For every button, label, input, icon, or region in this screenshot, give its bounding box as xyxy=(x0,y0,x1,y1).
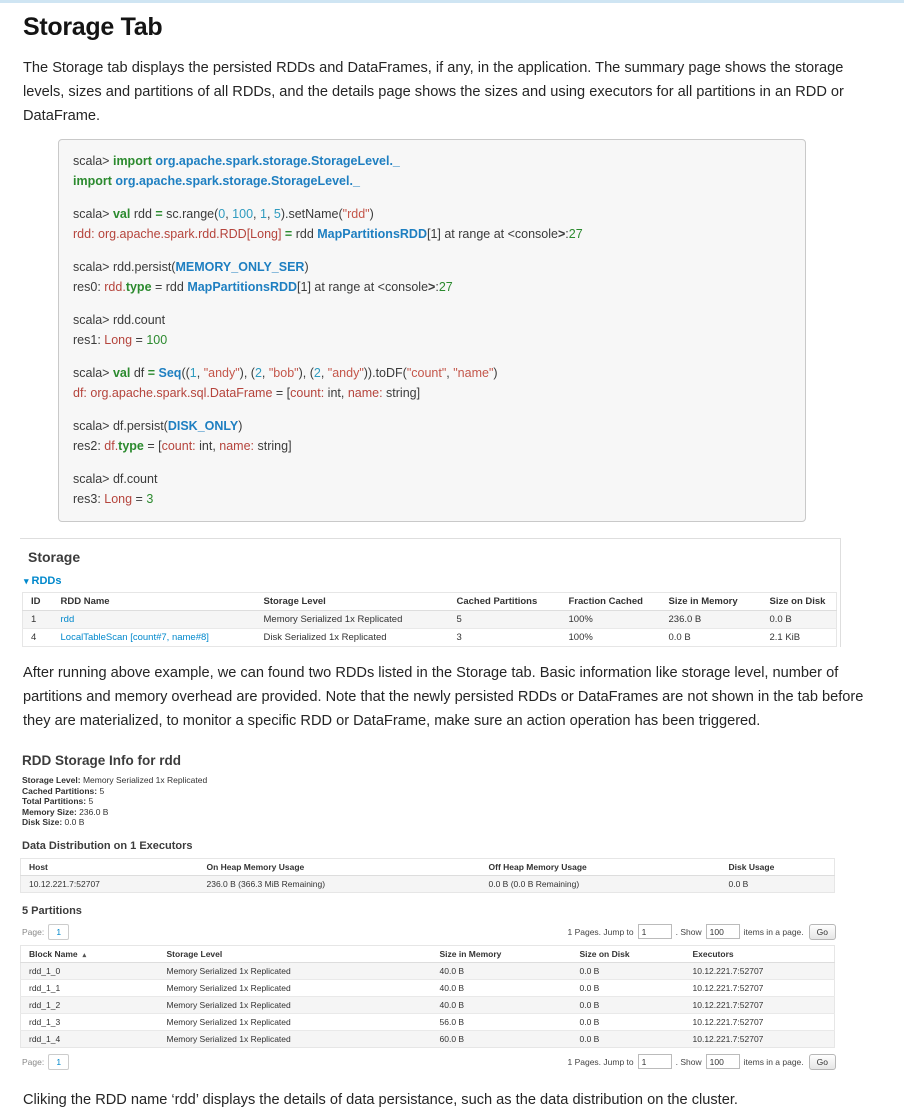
closing-paragraph: Cliking the RDD name ‘rdd’ displays the details of data persistance, such as the data distribution on the cluster. xyxy=(23,1091,738,1108)
table-cell xyxy=(53,629,256,647)
code-token: string] xyxy=(254,438,292,453)
table-cell: 100% xyxy=(561,629,661,647)
table-cell: 236.0 B xyxy=(661,611,762,629)
code-token: val xyxy=(112,207,134,221)
table-cell: Memory Serialized 1x Replicated xyxy=(159,1013,432,1030)
table-cell: 0.0 B xyxy=(572,1013,685,1030)
code-token: scala> rdd.persist( xyxy=(73,260,176,274)
column-header[interactable]: Executors xyxy=(685,945,835,962)
code-token: "andy" xyxy=(203,366,240,380)
code-token: )).toDF( xyxy=(363,366,407,380)
code-token: 27 xyxy=(568,226,583,241)
code-token: df xyxy=(133,366,148,380)
pages-count-text: 1 Pages. Jump to xyxy=(567,926,634,937)
code-token: "bob" xyxy=(268,366,299,380)
table-cell: 2.1 KiB xyxy=(762,629,837,647)
code-token: MEMORY_ONLY_SER xyxy=(175,260,305,274)
code-token: MapPartitionsRDD xyxy=(187,279,298,294)
code-token: , xyxy=(225,207,233,221)
info-field-value: 0.0 B xyxy=(64,817,85,827)
pages-count-text: 1 Pages. Jump to xyxy=(567,1056,634,1067)
code-token: "count" xyxy=(406,366,447,380)
table-cell: 0.0 B xyxy=(572,962,685,979)
code-line xyxy=(73,278,791,298)
table-row xyxy=(21,996,835,1013)
code-token: 3 xyxy=(146,491,154,506)
table-cell: 10.12.221.7:52707 xyxy=(685,979,835,996)
code-token: ), ( xyxy=(239,366,255,380)
distribution-header-row xyxy=(21,858,835,875)
code-token: = xyxy=(147,366,159,380)
table-cell: 40.0 B xyxy=(432,979,572,996)
code-line xyxy=(73,172,791,192)
go-button[interactable]: Go xyxy=(809,1054,836,1070)
code-token: res2: xyxy=(73,438,105,453)
code-token: sc.range( xyxy=(166,207,219,221)
rdd-info-fields xyxy=(20,775,838,828)
code-blank-line xyxy=(73,456,791,470)
page-indicator xyxy=(22,924,69,940)
code-token: (( xyxy=(181,366,190,380)
info-field-label: Storage Level: xyxy=(22,775,83,785)
column-header: Cached Partitions xyxy=(449,593,561,611)
table-cell: rdd_1_3 xyxy=(21,1013,159,1030)
code-token: = xyxy=(155,207,167,221)
table-cell: 10.12.221.7:52707 xyxy=(21,875,199,892)
column-header[interactable]: Storage Level xyxy=(159,945,432,962)
column-header: ID xyxy=(23,593,53,611)
top-accent-bar xyxy=(0,0,904,3)
table-cell: Memory Serialized 1x Replicated xyxy=(256,611,449,629)
code-token: res0: xyxy=(73,279,105,294)
table-cell: 4 xyxy=(23,629,53,647)
code-token: int, xyxy=(324,385,348,400)
show-text: . Show xyxy=(675,1056,702,1067)
code-token: : xyxy=(565,226,569,241)
table-cell: 5 xyxy=(449,611,561,629)
code-blank-line xyxy=(73,403,791,417)
intro-paragraph: The Storage tab displays the persisted RDDs and DataFrames, if any, in the application. The summary page shows the storage levels, sizes and partitions of all RDDs, and the details page shows the sizes and using executors for all partitions in an RDD or DataFrame. xyxy=(23,60,844,124)
code-token: count: xyxy=(161,438,196,453)
code-line xyxy=(73,152,791,172)
info-field xyxy=(22,796,838,807)
rdds-toggle-label: RDDs xyxy=(31,575,62,587)
code-token: > xyxy=(428,279,436,294)
code-token: type xyxy=(118,438,144,453)
column-header: On Heap Memory Usage xyxy=(199,858,481,875)
storage-tab-screenshot xyxy=(20,538,841,647)
code-token: = [ xyxy=(143,438,162,453)
table-cell: rdd_1_1 xyxy=(21,979,159,996)
jump-to-input[interactable] xyxy=(638,924,672,939)
pagination-controls xyxy=(567,924,836,940)
code-line xyxy=(73,364,791,384)
code-token: = [ xyxy=(272,385,291,400)
code-token: 0 xyxy=(218,207,226,221)
table-cell: 100% xyxy=(561,611,661,629)
info-field-label: Total Partitions: xyxy=(22,796,89,806)
code-token: 5 xyxy=(273,207,281,221)
table-cell: Memory Serialized 1x Replicated xyxy=(159,979,432,996)
code-line xyxy=(73,225,791,245)
code-token: , xyxy=(266,207,274,221)
items-text: items in a page. xyxy=(743,1056,804,1067)
page-label: Page: xyxy=(22,926,45,937)
table-cell: 10.12.221.7:52707 xyxy=(685,1030,835,1047)
code-blank-line xyxy=(73,297,791,311)
info-field xyxy=(22,775,838,786)
code-token: = xyxy=(132,491,147,506)
rdd-name-link[interactable]: rdd xyxy=(60,614,75,625)
table-cell: 56.0 B xyxy=(432,1013,572,1030)
table-row xyxy=(21,962,835,979)
code-line xyxy=(73,470,791,490)
table-row xyxy=(21,875,835,892)
show-count-input[interactable] xyxy=(706,924,740,939)
table-cell: Memory Serialized 1x Replicated xyxy=(159,962,432,979)
column-header: Fraction Cached xyxy=(561,593,661,611)
code-token: Seq xyxy=(158,366,182,380)
code-token: org.apache.spark.storage.StorageLevel._ xyxy=(115,173,360,188)
code-token: ) xyxy=(493,366,498,380)
code-line xyxy=(73,490,791,510)
code-token: rdd xyxy=(133,207,156,221)
code-token: int, xyxy=(195,438,220,453)
code-token: type xyxy=(125,279,152,294)
code-token: val xyxy=(112,366,134,380)
code-blank-line xyxy=(73,191,791,205)
column-header: Host xyxy=(21,858,199,875)
items-text: items in a page. xyxy=(743,926,804,937)
partitions-heading: 5 Partitions xyxy=(22,904,82,917)
table-cell: 236.0 B (366.3 MiB Remaining) xyxy=(199,875,481,892)
code-token: scala> xyxy=(73,207,113,221)
page-label: Page: xyxy=(22,1056,45,1067)
table-cell: Disk Serialized 1x Replicated xyxy=(256,629,449,647)
code-token: , xyxy=(253,207,260,221)
table-row xyxy=(23,629,837,647)
code-token: count: xyxy=(290,385,325,400)
code-blank-line xyxy=(73,244,791,258)
distribution-heading: Data Distribution on 1 Executors xyxy=(22,839,193,852)
code-token: Long xyxy=(104,491,133,506)
page-number-box[interactable]: 1 xyxy=(48,924,69,940)
code-token: Long xyxy=(104,332,133,347)
page-number-box[interactable]: 1 xyxy=(48,1054,69,1070)
column-header: RDD Name xyxy=(53,593,256,611)
code-token: DISK_ONLY xyxy=(167,419,239,433)
after-example-paragraph: After running above example, we can found two RDDs listed in the Storage tab. Basic information like storage level, number of partitions and memory overhead are provided. Note that the newly persisted RDDs or DataFrames are not shown in the tab before they are materialized, to monitor a specific RDD or DataFrame, make sure an action operation has been triggered. xyxy=(23,665,864,729)
table-cell xyxy=(53,611,256,629)
code-token: rdd. xyxy=(104,279,126,294)
code-token: df: org.apache.spark.sql.DataFrame xyxy=(73,385,273,400)
code-token: "andy" xyxy=(327,366,364,380)
code-token: res3: xyxy=(73,491,105,506)
code-token: ).setName( xyxy=(280,207,343,221)
collapse-arrow-icon: ▾ xyxy=(24,576,29,586)
table-cell: Memory Serialized 1x Replicated xyxy=(159,996,432,1013)
code-token: res1: xyxy=(73,332,105,347)
info-field-value: 5 xyxy=(99,785,105,796)
code-token: scala> df.count xyxy=(73,472,158,486)
column-header: Off Heap Memory Usage xyxy=(481,858,721,875)
code-blank-line xyxy=(73,350,791,364)
code-token: 2 xyxy=(254,366,262,380)
info-field-label: Disk Size: xyxy=(22,817,65,827)
table-cell: 10.12.221.7:52707 xyxy=(685,962,835,979)
partitions-table xyxy=(20,945,835,1048)
table-cell: 3 xyxy=(449,629,561,647)
code-line xyxy=(73,205,791,225)
go-button[interactable]: Go xyxy=(809,924,836,940)
table-cell: rdd_1_2 xyxy=(21,996,159,1013)
code-token: scala> xyxy=(73,154,113,168)
pagination-controls xyxy=(567,1054,836,1070)
code-token: [1] at range at <console xyxy=(426,226,558,241)
table-cell: 0.0 B xyxy=(721,875,835,892)
column-header: Size on Disk xyxy=(762,593,837,611)
code-token: > xyxy=(557,226,566,241)
rdd-detail-screenshot xyxy=(20,753,838,1070)
table-cell: 0.0 B xyxy=(762,611,837,629)
code-token: name: xyxy=(219,438,255,453)
info-field-value: 236.0 B xyxy=(79,806,109,817)
code-token: , xyxy=(261,366,269,380)
code-token: scala> rdd.count xyxy=(73,313,166,327)
code-token: string] xyxy=(382,385,421,400)
data-distribution-table xyxy=(20,858,835,893)
table-cell: 60.0 B xyxy=(432,1030,572,1047)
table-cell: 40.0 B xyxy=(432,962,572,979)
summary-header-row xyxy=(23,593,837,611)
table-row xyxy=(21,979,835,996)
code-token: 2 xyxy=(313,366,321,380)
code-token: ) xyxy=(304,260,309,274)
info-field-label: Memory Size: xyxy=(22,806,80,817)
code-token: : xyxy=(435,279,439,294)
table-cell: 40.0 B xyxy=(432,996,572,1013)
info-field xyxy=(22,807,838,818)
code-token: import xyxy=(73,173,116,188)
sort-asc-icon: ▴ xyxy=(80,951,87,959)
column-header[interactable]: Size in Memory xyxy=(432,945,572,962)
code-line xyxy=(73,258,791,278)
code-token: ), ( xyxy=(298,366,314,380)
code-token: ) xyxy=(238,419,243,433)
show-count-input[interactable] xyxy=(706,1054,740,1069)
code-token: MapPartitionsRDD xyxy=(317,226,427,241)
code-line xyxy=(73,331,791,351)
code-token: 1 xyxy=(189,366,197,380)
code-token: ) xyxy=(369,207,374,221)
code-token: , xyxy=(196,366,204,380)
column-header[interactable]: Size on Disk xyxy=(572,945,685,962)
code-token: , xyxy=(320,366,328,380)
table-row xyxy=(21,1030,835,1047)
code-token: rdd: org.apache.spark.rdd.RDD[Long] xyxy=(73,226,285,241)
table-cell: 10.12.221.7:52707 xyxy=(685,1013,835,1030)
column-header: Disk Usage xyxy=(721,858,835,875)
info-field-value: Memory Serialized 1x Replicated xyxy=(82,775,208,785)
code-line xyxy=(73,311,791,331)
code-token: rdd xyxy=(295,226,318,241)
info-field-value: 5 xyxy=(88,796,94,806)
code-token: = xyxy=(284,226,296,241)
pagination-row-top xyxy=(22,924,836,940)
column-header: Size in Memory xyxy=(661,593,762,611)
page-title: Storage Tab xyxy=(23,13,163,41)
pagination-row-bottom xyxy=(22,1054,836,1070)
table-cell: 1 xyxy=(23,611,53,629)
code-token: [1] at range at <console xyxy=(297,279,429,294)
code-token: scala> xyxy=(73,366,113,380)
scala-code-block xyxy=(58,139,806,522)
info-field xyxy=(22,817,838,828)
table-row xyxy=(23,611,837,629)
partitions-header-row xyxy=(21,945,835,962)
code-token: "name" xyxy=(453,366,494,380)
page-indicator xyxy=(22,1054,69,1070)
storage-heading: Storage xyxy=(28,549,81,565)
code-token: df. xyxy=(104,438,119,453)
table-cell: 0.0 B xyxy=(661,629,762,647)
column-header: Storage Level xyxy=(256,593,449,611)
table-cell: 0.0 B xyxy=(572,996,685,1013)
rdds-collapse-toggle[interactable] xyxy=(24,575,840,587)
table-cell: rdd_1_0 xyxy=(21,962,159,979)
table-cell: rdd_1_4 xyxy=(21,1030,159,1047)
code-token: 100 xyxy=(232,207,254,221)
code-token: 1 xyxy=(259,207,267,221)
table-cell: 0.0 B xyxy=(572,1030,685,1047)
code-token: , xyxy=(446,366,454,380)
rdd-info-heading: RDD Storage Info for rdd xyxy=(22,753,181,768)
code-token: = xyxy=(132,332,147,347)
rdd-summary-table xyxy=(22,592,837,647)
code-token: = rdd xyxy=(151,279,188,294)
code-token: "rdd" xyxy=(342,207,370,221)
code-token: 27 xyxy=(438,279,453,294)
code-token: import xyxy=(112,154,156,168)
table-cell: 0.0 B (0.0 B Remaining) xyxy=(481,875,721,892)
jump-to-input[interactable] xyxy=(638,1054,672,1069)
table-cell: Memory Serialized 1x Replicated xyxy=(159,1030,432,1047)
info-field-label: Cached Partitions: xyxy=(22,785,100,796)
page-content xyxy=(0,13,904,1112)
table-row xyxy=(21,1013,835,1030)
code-line xyxy=(73,384,791,404)
column-header[interactable]: Block Name ▴ xyxy=(21,945,159,962)
code-line xyxy=(73,417,791,437)
rdd-name-link[interactable]: LocalTableScan [count#7, name#8] xyxy=(60,632,209,643)
table-cell: 10.12.221.7:52707 xyxy=(685,996,835,1013)
code-line xyxy=(73,437,791,457)
code-token: name: xyxy=(347,385,383,400)
code-token: 100 xyxy=(146,332,168,347)
code-token: scala> df.persist( xyxy=(73,419,168,433)
info-field xyxy=(22,786,838,797)
code-token: org.apache.spark.storage.StorageLevel._ xyxy=(155,154,400,168)
table-cell: 0.0 B xyxy=(572,979,685,996)
show-text: . Show xyxy=(675,926,702,937)
